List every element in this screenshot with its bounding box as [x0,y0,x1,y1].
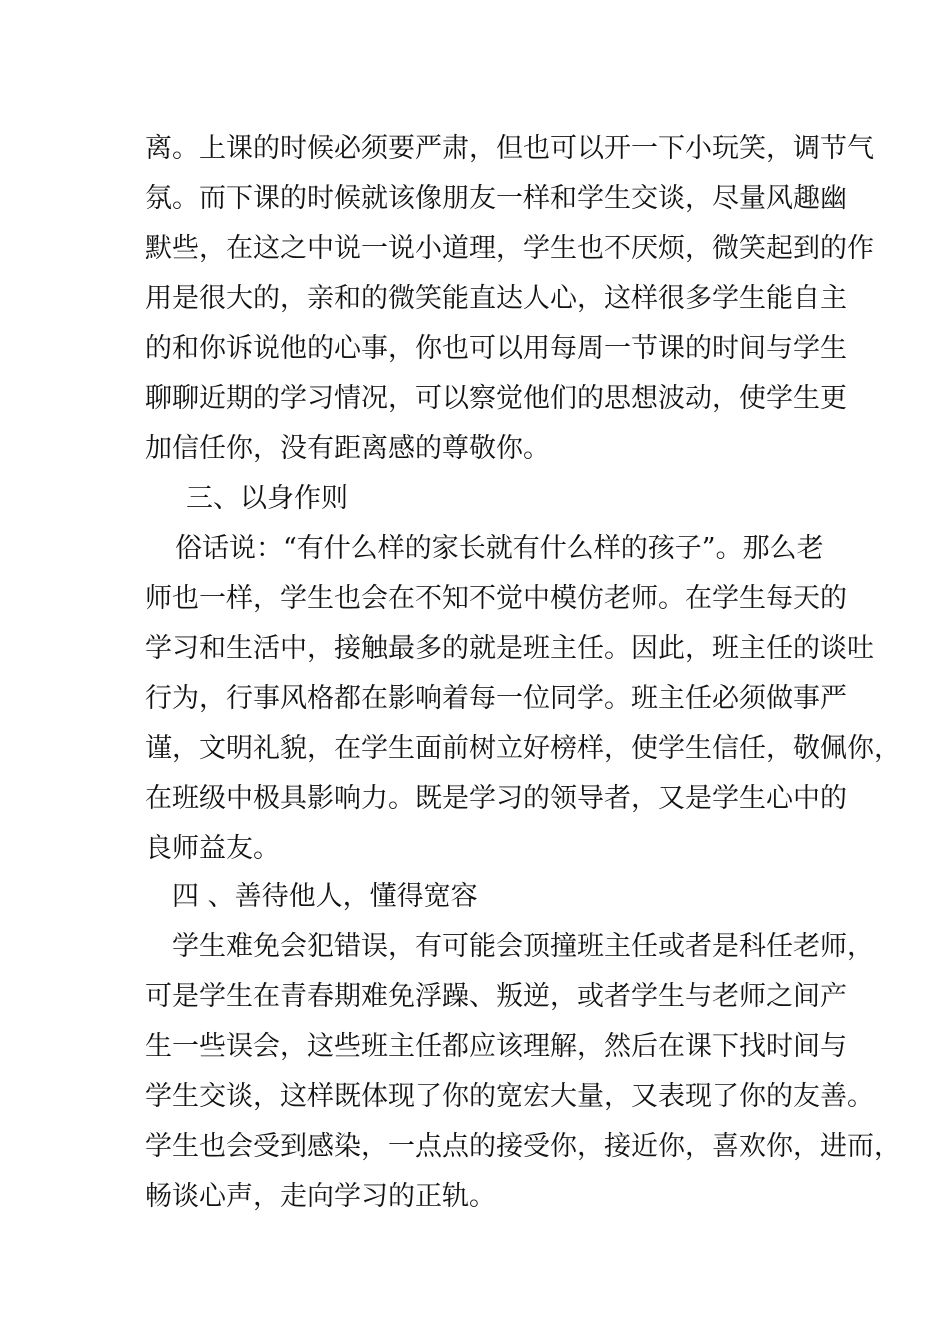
paragraph-line: 谨，文明礼貌，在学生面前树立好榜样，使学生信任，敬佩你， [145,733,901,764]
section-heading-4: 四 、善待他人，懂得宽容 [172,881,478,912]
paragraph-line: 默些，在这之中说一说小道理，学生也不厌烦，微笑起到的作 [145,233,874,264]
paragraph-line: 畅谈心声，走向学习的正轨。 [145,1181,496,1212]
paragraph-line: 学生交谈，这样既体现了你的宽宏大量，又表现了你的友善。 [145,1081,874,1112]
paragraph-line: 学习和生活中，接触最多的就是班主任。因此，班主任的谈吐 [145,633,874,664]
paragraph-line: 氛。而下课的时候就该像朋友一样和学生交谈，尽量风趣幽 [145,183,847,214]
paragraph-line: 俗话说：“有什么样的家长就有什么样的孩子”。那么老 [175,533,824,564]
paragraph-line: 的和你诉说他的心事，你也可以用每周一节课的时间与学生 [145,333,847,364]
paragraph-line: 良师益友。 [145,833,280,864]
paragraph-line: 行为，行事风格都在影响着每一位同学。班主任必须做事严 [145,683,847,714]
paragraph-line: 学生也会受到感染，一点点的接受你，接近你，喜欢你，进而， [145,1131,901,1162]
paragraph-line: 离。上课的时候必须要严肃，但也可以开一下小玩笑，调节气 [145,133,874,164]
paragraph-line: 加信任你，没有距离感的尊敬你。 [145,433,550,464]
paragraph-line: 可是学生在青春期难免浮躁、叛逆，或者学生与老师之间产 [145,981,847,1012]
paragraph-line: 在班级中极具影响力。既是学习的领导者，又是学生心中的 [145,783,847,814]
paragraph-line: 用是很大的，亲和的微笑能直达人心，这样很多学生能自主 [145,283,847,314]
paragraph-line: 师也一样，学生也会在不知不觉中模仿老师。在学生每天的 [145,583,847,614]
section-heading-3: 三、以身作则 [186,483,348,514]
paragraph-line: 生一些误会，这些班主任都应该理解，然后在课下找时间与 [145,1031,847,1062]
paragraph-line: 学生难免会犯错误，有可能会顶撞班主任或者是科任老师， [172,931,874,962]
paragraph-line: 聊聊近期的学习情况，可以察觉他们的思想波动，使学生更 [145,383,847,414]
